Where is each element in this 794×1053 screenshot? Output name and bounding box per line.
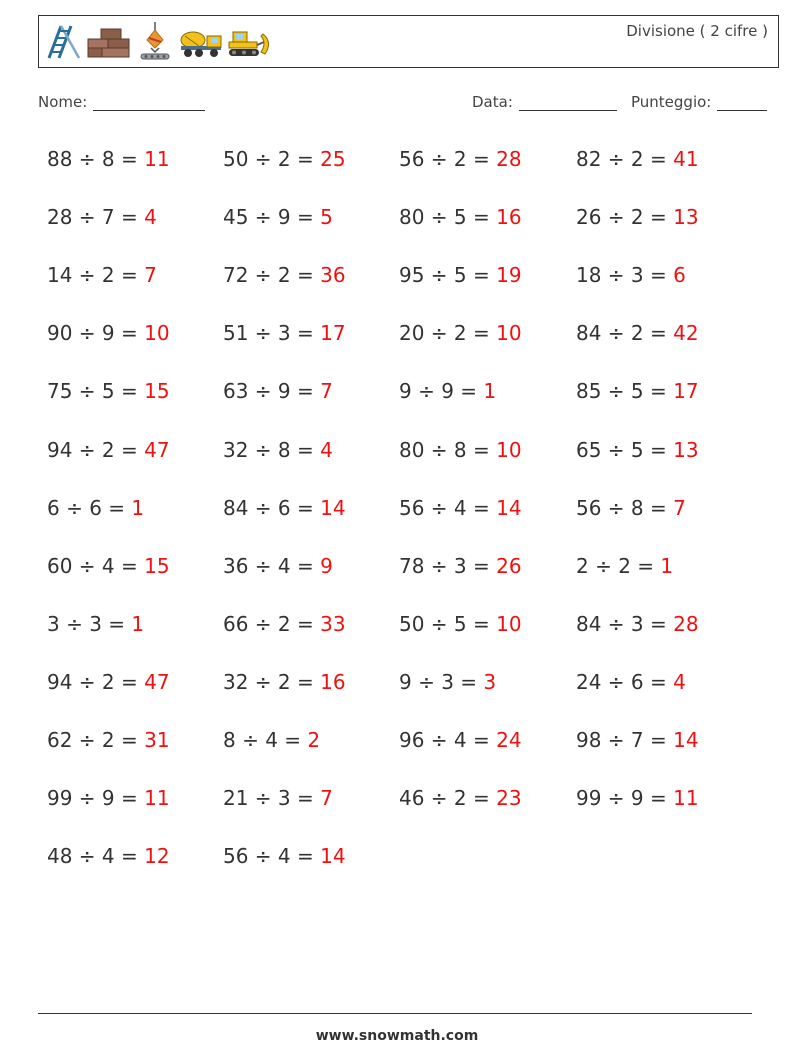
problem-question: 50 ÷ 5 = <box>399 612 490 636</box>
problem-item <box>223 554 333 578</box>
problem-answer: 13 <box>673 438 699 462</box>
problem-answer: 16 <box>320 670 346 694</box>
problem-question: 3 ÷ 3 = <box>47 612 126 636</box>
problem-question: 90 ÷ 9 = <box>47 321 138 345</box>
cement-mixer-truck-icon <box>179 28 223 58</box>
problem-item <box>47 844 170 868</box>
problem-item <box>47 670 170 694</box>
problem-item <box>576 728 699 752</box>
problem-question: 80 ÷ 8 = <box>399 438 490 462</box>
problem-question: 32 ÷ 8 = <box>223 438 314 462</box>
problem-answer: 17 <box>673 379 699 403</box>
crane-hook-icon <box>137 22 173 62</box>
problem-answer: 31 <box>144 728 170 752</box>
problem-item <box>399 379 496 403</box>
problem-item <box>47 321 170 345</box>
problem-answer: 7 <box>320 379 333 403</box>
problem-answer: 10 <box>496 612 522 636</box>
problem-answer: 5 <box>320 205 333 229</box>
problem-answer: 24 <box>496 728 522 752</box>
problem-item <box>47 263 157 287</box>
problem-item <box>576 554 673 578</box>
problem-item <box>223 147 346 171</box>
problem-item <box>399 438 522 462</box>
problem-question: 94 ÷ 2 = <box>47 438 138 462</box>
problem-question: 6 ÷ 6 = <box>47 496 126 520</box>
problem-item <box>576 612 699 636</box>
problem-answer: 9 <box>320 554 333 578</box>
problem-question: 65 ÷ 5 = <box>576 438 667 462</box>
problem-item <box>576 263 686 287</box>
problem-item <box>47 612 144 636</box>
problem-item <box>576 205 699 229</box>
problem-item <box>223 844 346 868</box>
problem-item <box>223 438 333 462</box>
problem-item <box>223 379 333 403</box>
problem-answer: 1 <box>131 496 145 520</box>
problem-question: 9 ÷ 9 = <box>399 379 478 403</box>
problem-item <box>399 612 522 636</box>
problem-item <box>576 438 699 462</box>
problem-answer: 14 <box>320 844 346 868</box>
name-label: Nome: <box>38 93 88 111</box>
problem-question: 80 ÷ 5 = <box>399 205 490 229</box>
problem-question: 82 ÷ 2 = <box>576 147 667 171</box>
problem-answer: 2 <box>307 728 321 752</box>
problem-question: 32 ÷ 2 = <box>223 670 314 694</box>
problem-question: 21 ÷ 3 = <box>223 786 314 810</box>
problem-question: 84 ÷ 2 = <box>576 321 667 345</box>
problem-item <box>399 728 522 752</box>
problem-answer: 7 <box>144 263 157 287</box>
problem-question: 88 ÷ 8 = <box>47 147 138 171</box>
problem-question: 98 ÷ 7 = <box>576 728 667 752</box>
problem-item <box>47 147 170 171</box>
problem-answer: 36 <box>320 263 346 287</box>
problem-answer: 1 <box>660 554 674 578</box>
problem-question: 96 ÷ 4 = <box>399 728 490 752</box>
score-label: Punteggio: <box>631 93 712 111</box>
problem-answer: 14 <box>496 496 522 520</box>
problem-answer: 7 <box>673 496 686 520</box>
problem-question: 72 ÷ 2 = <box>223 263 314 287</box>
problem-question: 56 ÷ 4 = <box>399 496 490 520</box>
problem-question: 48 ÷ 4 = <box>47 844 138 868</box>
date-field <box>472 93 617 111</box>
problem-question: 75 ÷ 5 = <box>47 379 138 403</box>
problem-answer: 26 <box>496 554 522 578</box>
problem-question: 45 ÷ 9 = <box>223 205 314 229</box>
problem-item <box>223 205 333 229</box>
name-field <box>38 93 205 111</box>
problem-answer: 28 <box>496 147 522 171</box>
worksheet-title: Divisione ( 2 cifre ) <box>626 22 768 40</box>
problem-answer: 11 <box>673 786 699 810</box>
problem-item <box>399 147 522 171</box>
problem-answer: 6 <box>673 263 686 287</box>
problem-question: 95 ÷ 5 = <box>399 263 490 287</box>
problem-answer: 23 <box>496 786 522 810</box>
problem-answer: 42 <box>673 321 699 345</box>
problem-question: 14 ÷ 2 = <box>47 263 138 287</box>
problem-question: 28 ÷ 7 = <box>47 205 138 229</box>
problem-answer: 15 <box>144 554 170 578</box>
problem-question: 84 ÷ 6 = <box>223 496 314 520</box>
problem-item <box>399 554 522 578</box>
problem-answer: 11 <box>144 786 170 810</box>
problem-answer: 10 <box>144 321 170 345</box>
problem-item <box>223 612 346 636</box>
problem-answer: 10 <box>496 321 522 345</box>
problem-item <box>399 321 522 345</box>
problem-item <box>576 786 699 810</box>
problem-question: 85 ÷ 5 = <box>576 379 667 403</box>
problem-item <box>576 321 699 345</box>
problem-answer: 4 <box>673 670 686 694</box>
problem-answer: 13 <box>673 205 699 229</box>
problem-answer: 14 <box>320 496 346 520</box>
problem-question: 99 ÷ 9 = <box>47 786 138 810</box>
problem-answer: 1 <box>483 379 497 403</box>
problem-answer: 11 <box>144 147 170 171</box>
problem-question: 36 ÷ 4 = <box>223 554 314 578</box>
problem-item <box>223 670 346 694</box>
problem-answer: 28 <box>673 612 699 636</box>
problem-question: 26 ÷ 2 = <box>576 205 667 229</box>
problem-question: 62 ÷ 2 = <box>47 728 138 752</box>
problem-answer: 47 <box>144 670 170 694</box>
problem-question: 18 ÷ 3 = <box>576 263 667 287</box>
score-field <box>631 93 767 111</box>
problem-question: 51 ÷ 3 = <box>223 321 314 345</box>
worksheet-header <box>38 15 779 68</box>
problem-question: 78 ÷ 3 = <box>399 554 490 578</box>
problem-question: 56 ÷ 8 = <box>576 496 667 520</box>
problem-answer: 3 <box>483 670 497 694</box>
problem-answer: 14 <box>673 728 699 752</box>
ladder-icon <box>45 24 85 60</box>
problem-answer: 17 <box>320 321 346 345</box>
date-label: Data: <box>472 93 513 111</box>
problem-item <box>399 205 522 229</box>
problem-answer: 1 <box>131 612 145 636</box>
problem-question: 9 ÷ 3 = <box>399 670 478 694</box>
problem-answer: 16 <box>496 205 522 229</box>
problem-question: 2 ÷ 2 = <box>576 554 655 578</box>
problem-question: 50 ÷ 2 = <box>223 147 314 171</box>
problem-question: 66 ÷ 2 = <box>223 612 314 636</box>
problem-item <box>576 379 699 403</box>
problem-item <box>47 728 170 752</box>
problem-answer: 19 <box>496 263 522 287</box>
problem-item <box>576 496 686 520</box>
bulldozer-icon <box>227 30 273 58</box>
problem-answer: 7 <box>320 786 333 810</box>
problem-item <box>223 321 346 345</box>
problem-item <box>223 263 346 287</box>
problem-answer: 41 <box>673 147 699 171</box>
problem-question: 94 ÷ 2 = <box>47 670 138 694</box>
footer-divider <box>38 1013 752 1014</box>
date-blank-line[interactable] <box>519 95 617 111</box>
problem-item <box>47 438 170 462</box>
problem-item <box>576 147 699 171</box>
score-blank-line[interactable] <box>717 95 767 111</box>
problem-item <box>47 205 157 229</box>
problem-item <box>223 728 320 752</box>
problem-question: 84 ÷ 3 = <box>576 612 667 636</box>
problem-question: 99 ÷ 9 = <box>576 786 667 810</box>
problem-question: 8 ÷ 4 = <box>223 728 302 752</box>
problem-answer: 47 <box>144 438 170 462</box>
name-blank-line[interactable] <box>93 95 205 111</box>
problem-answer: 4 <box>144 205 157 229</box>
problem-question: 24 ÷ 6 = <box>576 670 667 694</box>
problem-item <box>399 786 522 810</box>
problem-item <box>47 496 144 520</box>
problem-item <box>47 554 170 578</box>
problem-answer: 25 <box>320 147 346 171</box>
problem-item <box>576 670 686 694</box>
problem-answer: 10 <box>496 438 522 462</box>
problem-question: 63 ÷ 9 = <box>223 379 314 403</box>
problem-item <box>399 263 522 287</box>
problem-question: 56 ÷ 2 = <box>399 147 490 171</box>
problem-answer: 12 <box>144 844 170 868</box>
problem-question: 46 ÷ 2 = <box>399 786 490 810</box>
problem-item <box>223 786 333 810</box>
problem-answer: 4 <box>320 438 333 462</box>
problem-question: 56 ÷ 4 = <box>223 844 314 868</box>
footer-url: www.snowmath.com <box>315 1028 479 1044</box>
problem-answer: 15 <box>144 379 170 403</box>
problem-item <box>47 786 170 810</box>
problem-question: 20 ÷ 2 = <box>399 321 490 345</box>
problem-item <box>399 496 522 520</box>
problem-item <box>47 379 170 403</box>
bricks-icon <box>87 28 131 58</box>
problem-item <box>223 496 346 520</box>
problem-answer: 33 <box>320 612 346 636</box>
problem-question: 60 ÷ 4 = <box>47 554 138 578</box>
problem-item <box>399 670 496 694</box>
